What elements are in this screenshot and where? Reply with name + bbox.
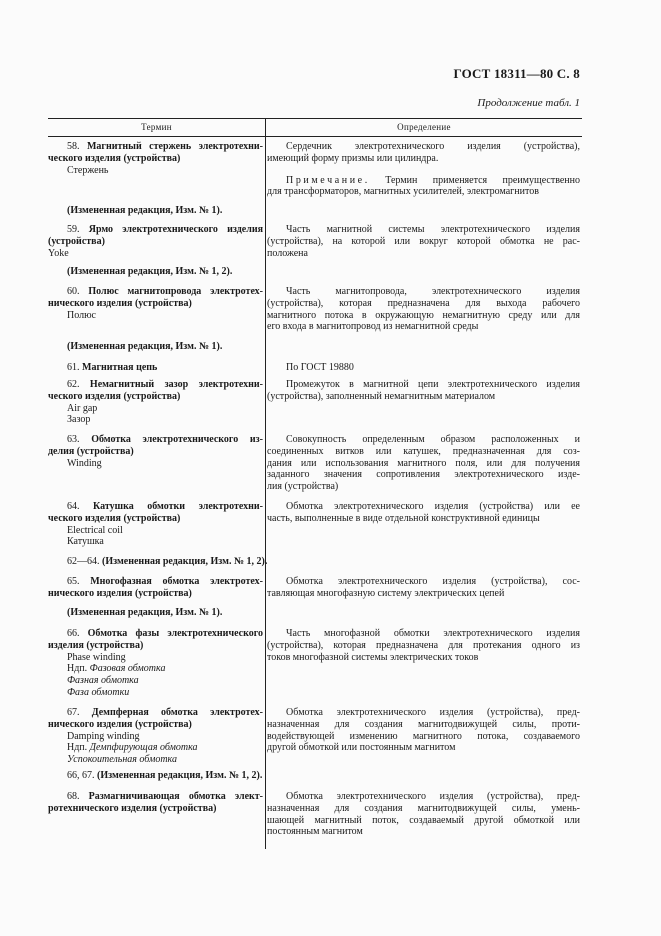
definition-61: По ГОСТ 19880 xyxy=(286,362,354,373)
table-continuation-label: Продолжение табл. 1 xyxy=(477,97,580,109)
definition-68: Обмотка электротехнического изделия (устройства), пред- назначенная для создания магнитодвижущей силы, умень- шающей магнитный поток, создаваемый другой обмоткой или постоянным магнитом xyxy=(267,791,580,838)
synonym: Yoke xyxy=(48,247,69,259)
synonym: Катушка xyxy=(67,536,104,548)
term-62: 62. Немагнитный зазор электротехни- ческого изделия (устройства) Air gap Зазор xyxy=(48,379,263,426)
synonym: Полюс xyxy=(67,309,96,321)
definition-58: Сердечник электротехнического изделия (устройства), имеющий форму призмы или цилиндра. Примечание. Термин применяется преимущественно для трансформаторов, магнитных усилителей, электромагнитов xyxy=(267,141,581,198)
definition-60: Часть магнитопровода, электротехнического изделия (устройства), которая предназначена для выхода рабочего магнитного потока в окружающую немагнитную среду или для его входа в магнитопровод из немагнитной среды xyxy=(267,286,580,333)
term-59: 59. Ярмо электротехнического изделия (устройства) Yoke xyxy=(48,224,263,259)
amendment-note: (Измененная редакция, Изм. № 1). xyxy=(67,205,223,216)
amendment-note: (Измененная редакция, Изм. № 1, 2). xyxy=(67,266,233,277)
ndp-label: Ндп. xyxy=(67,663,88,675)
synonym: Phase winding xyxy=(67,651,126,663)
term-63: 63. Обмотка электротехнического из- делия (устройства) Winding xyxy=(48,434,263,469)
synonym: Air gap xyxy=(67,402,98,414)
synonym: Damping winding xyxy=(67,730,140,742)
page-header: ГОСТ 18311—80 С. 8 xyxy=(453,66,580,81)
amendment-note: (Измененная редакция, Изм. № 1). xyxy=(67,341,223,352)
definition-63: Совокупность определенным образом расположенных и соединенных витков или катушек, предназначенная для соз- дания или использования магнитного поля, или для получения заданного значения сопротивления электротехнического изде- лия (устройства) xyxy=(267,434,580,493)
synonym: Зазор xyxy=(67,414,91,426)
terms-table xyxy=(48,118,582,849)
term-67: 67. Демпферная обмотка электротех- нического изделия (устройства) Damping winding Ндп. Демпфирующая обмотка Успокоительная обмотка xyxy=(48,707,264,766)
note-label: Примечание. xyxy=(286,174,370,186)
amendment-note: (Измененная редакция, Изм. № 1). xyxy=(67,607,223,618)
term-66: 66. Обмотка фазы электротехнического изделия (устройства) Phase winding Ндп. Фазовая обмотка Фазная обмотка Фаза обмотки xyxy=(48,628,264,698)
definition-67: Обмотка электротехнического изделия (устройства), пред- назначенная для создания магнитодвижущей силы, проти- водействующей изменению магнитного потока, создаваемого другой обмоткой или постоянным магнитом xyxy=(267,707,580,754)
term-60: 60. Полюс магнитопровода электротех- нического изделия (устройства) Полюс xyxy=(48,286,264,321)
definition-59: Часть магнитной системы электротехнического изделия (устройства), на которой или вокруг которой обмотка не рас- положена xyxy=(267,224,580,259)
term-61: 61. Магнитная цепь xyxy=(67,362,158,373)
synonym: Electrical coil xyxy=(67,524,123,536)
definition-62: Промежуток в магнитной цепи электротехнического изделия (устройства), заполненный немагнитным материалом xyxy=(267,379,580,402)
table-header xyxy=(48,119,582,137)
column-header-term: Термин xyxy=(141,122,172,132)
definition-65: Обмотка электротехнического изделия (устройства), сос- тавляющая многофазную систему электрических цепей xyxy=(267,576,580,599)
term-64: 64. Катушка обмотки электротехни- ческого изделия (устройства) Electrical coil Катушка xyxy=(48,501,263,548)
definition-64: Обмотка электротехнического изделия (устройства) или ее часть, выполненные в виде отдельной конструктивной единицы xyxy=(267,501,580,524)
term-65: 65. Многофазная обмотка электротех- нического изделия (устройства) xyxy=(48,576,264,599)
term-68: 68. Размагничивающая обмотка элект- ротехнического изделия (устройства) xyxy=(48,791,264,814)
term-58: 58. Магнитный стержень электротехни- ческого изделия (устройства) Стержень xyxy=(48,141,264,176)
synonym: Winding xyxy=(67,457,102,469)
amendment-note: 66, 67. (Измененная редакция, Изм. № 1, 2). xyxy=(67,770,263,781)
definition-66: Часть многофазной обмотки электротехнического изделия (устройства), которая предназначена для протекания одного из токов многофазной системы электрических токов xyxy=(267,628,580,663)
column-divider xyxy=(265,119,266,849)
column-header-definition: Определение xyxy=(397,122,451,132)
amendment-note: 62—64. (Измененная редакция, Изм. № 1, 2). xyxy=(67,556,268,567)
ndp-label: Ндп. xyxy=(67,742,88,754)
synonym: Стержень xyxy=(67,164,109,176)
